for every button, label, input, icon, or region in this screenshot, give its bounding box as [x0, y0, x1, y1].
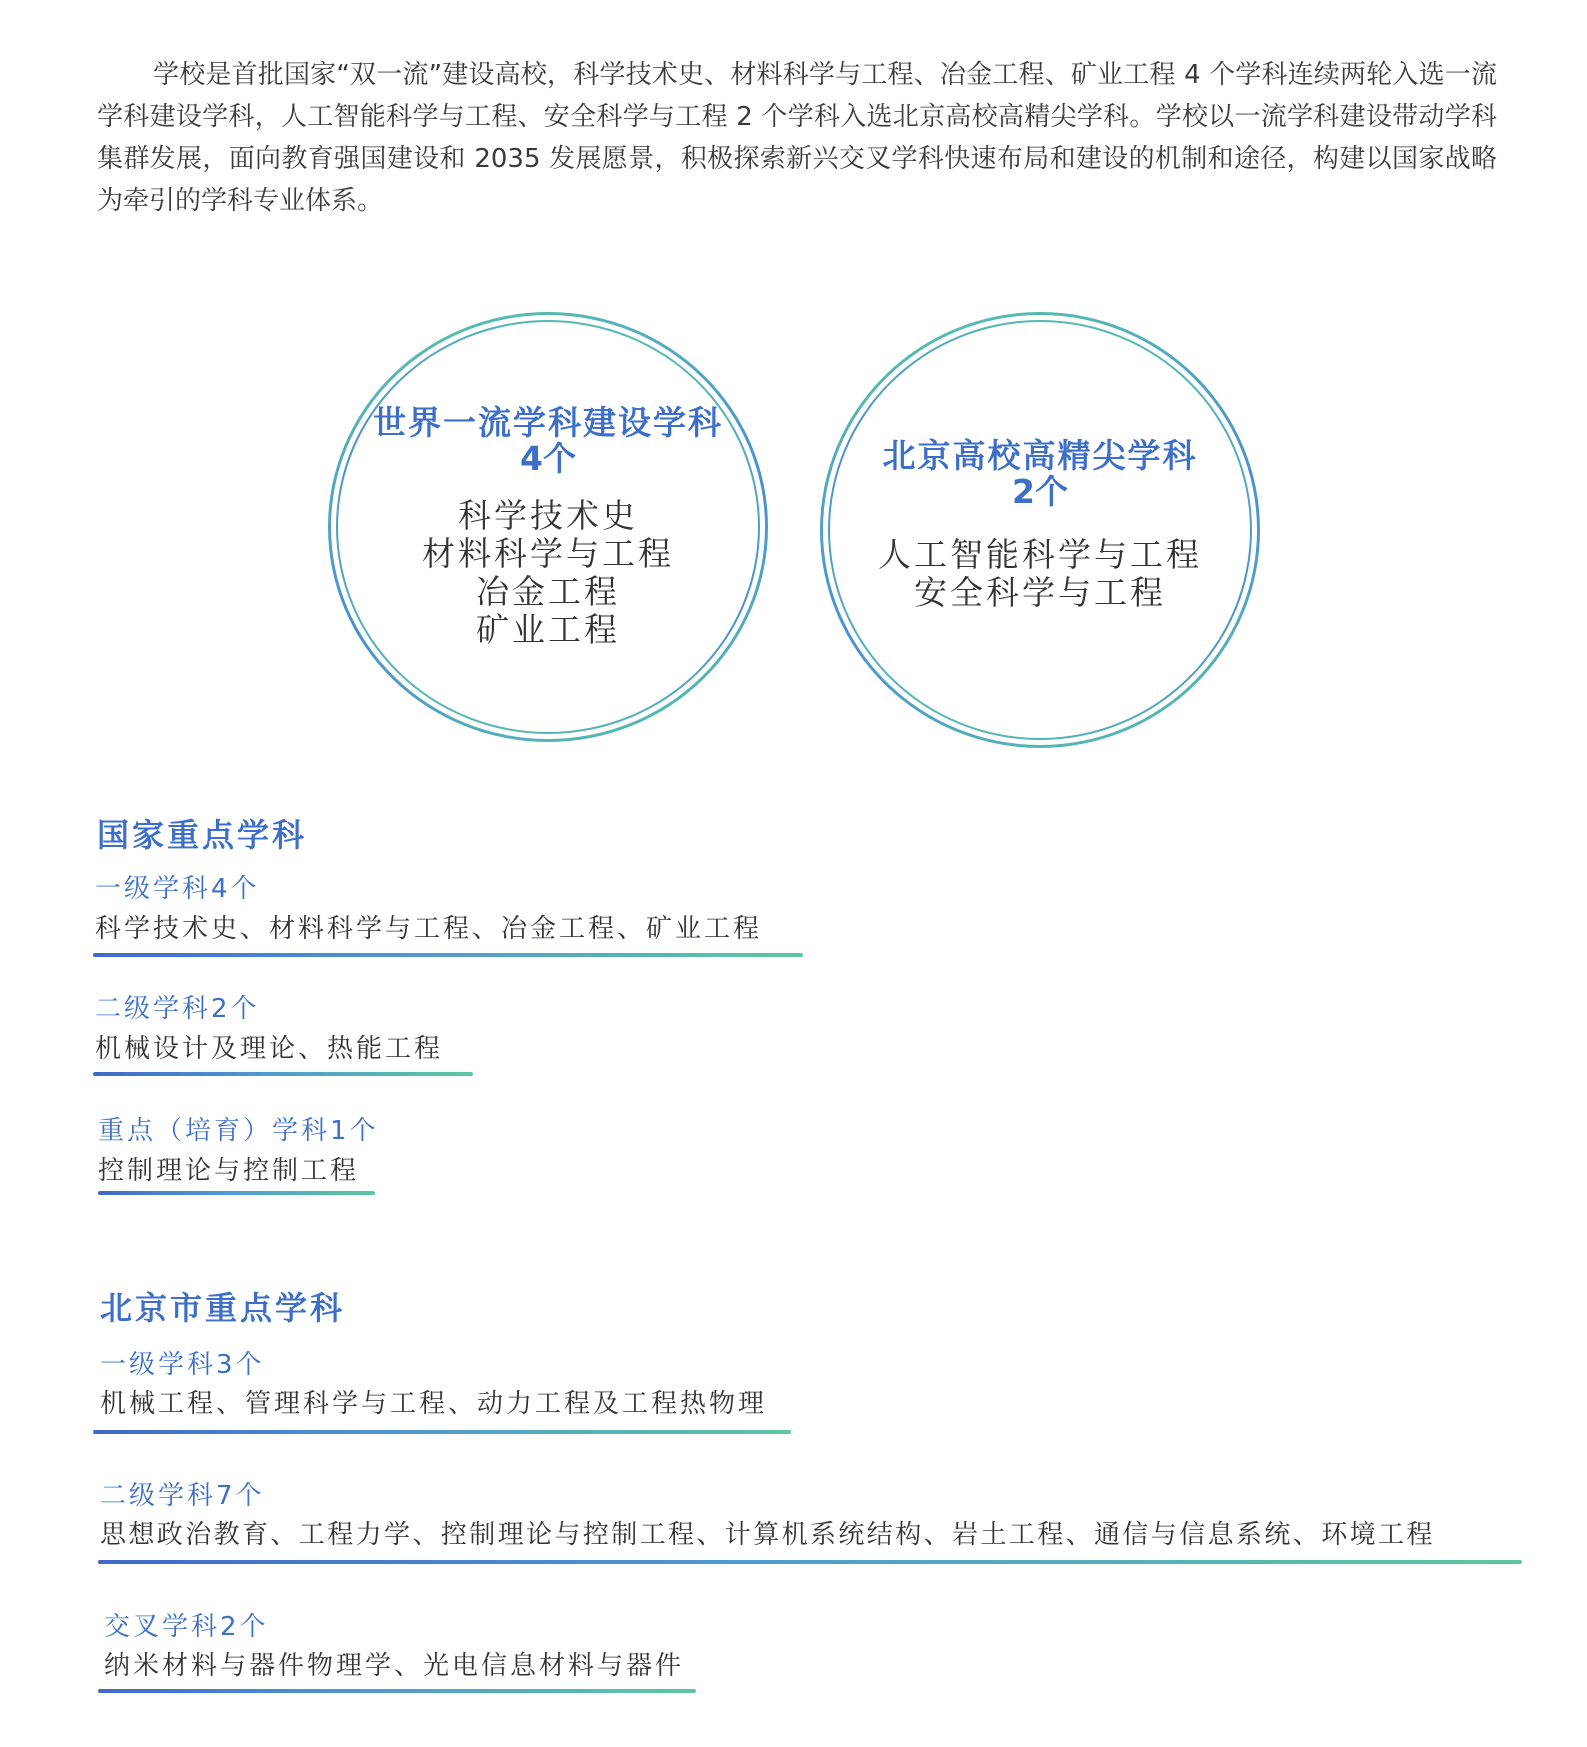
circle-item: 材料科学与工程: [422, 534, 674, 573]
intro-paragraph: 学校是首批国家“双一流”建设高校，科学技术史、材料科学与工程、冶金工程、矿业工程 4 个学科连续两轮入选一流学科建设学科，人工智能科学与工程、安全科学与工程 2 个学科入选北京高校高精尖学科。学校以一流学科建设带动学科集群发展，面向教育强国建设和 2035 发展愿景，积极探索新兴交叉学科快速布局和建设的机制和途径，构建以国家战略为牵引的学科专业体系。: [97, 60, 1497, 216]
national-group-items: 机械设计及理论、热能工程: [95, 1034, 444, 1064]
circle-item: 人工智能科学与工程: [878, 535, 1202, 574]
beijing-group-items: 思想政治教育、工程力学、控制理论与控制工程、计算机系统结构、岩土工程、通信与信息系统、环境工程: [100, 1520, 1435, 1550]
beijing-group-items: 纳米材料与器件物理学、光电信息材料与器件: [104, 1651, 685, 1681]
beijing-group-underline: [98, 1560, 1522, 1564]
circle-count: 4个: [520, 439, 576, 478]
national-group-label: 重点（培育）学科1个: [98, 1116, 379, 1146]
circle-item-list: [878, 536, 1202, 612]
circle-item: 冶金工程: [476, 572, 620, 611]
national-group-underline: [93, 953, 803, 957]
beijing-group-items: 机械工程、管理科学与工程、动力工程及工程热物理: [100, 1389, 768, 1419]
circle-title: 北京高校高精尖学科: [882, 436, 1198, 475]
national-group-underline: [93, 1072, 473, 1076]
beijing-top-disciplines-circle: [820, 312, 1260, 748]
circle-item-list: [422, 497, 674, 649]
national-group-label: 一级学科4个: [95, 874, 260, 904]
beijing-group-label: 一级学科3个: [100, 1350, 265, 1380]
circle-item: 矿业工程: [476, 610, 620, 649]
national-group-items: 控制理论与控制工程: [98, 1156, 360, 1186]
beijing-group-underline: [93, 1430, 791, 1434]
beijing-group-label: 交叉学科2个: [104, 1612, 269, 1642]
circle-item: 安全科学与工程: [914, 573, 1166, 612]
beijing-group-underline: [98, 1689, 696, 1693]
circle-title: 世界一流学科建设学科: [373, 403, 723, 442]
national-key-disciplines-title: 国家重点学科: [97, 816, 308, 854]
circle-item: 科学技术史: [458, 496, 638, 535]
beijing-key-disciplines-title: 北京市重点学科: [100, 1289, 346, 1327]
world-class-disciplines-circle: [328, 312, 768, 742]
circle-count: 2个: [1012, 472, 1068, 511]
national-group-items: 科学技术史、材料科学与工程、冶金工程、矿业工程: [95, 914, 763, 944]
national-group-label: 二级学科2个: [95, 994, 260, 1024]
national-group-underline: [98, 1191, 375, 1195]
beijing-group-label: 二级学科7个: [100, 1481, 265, 1511]
